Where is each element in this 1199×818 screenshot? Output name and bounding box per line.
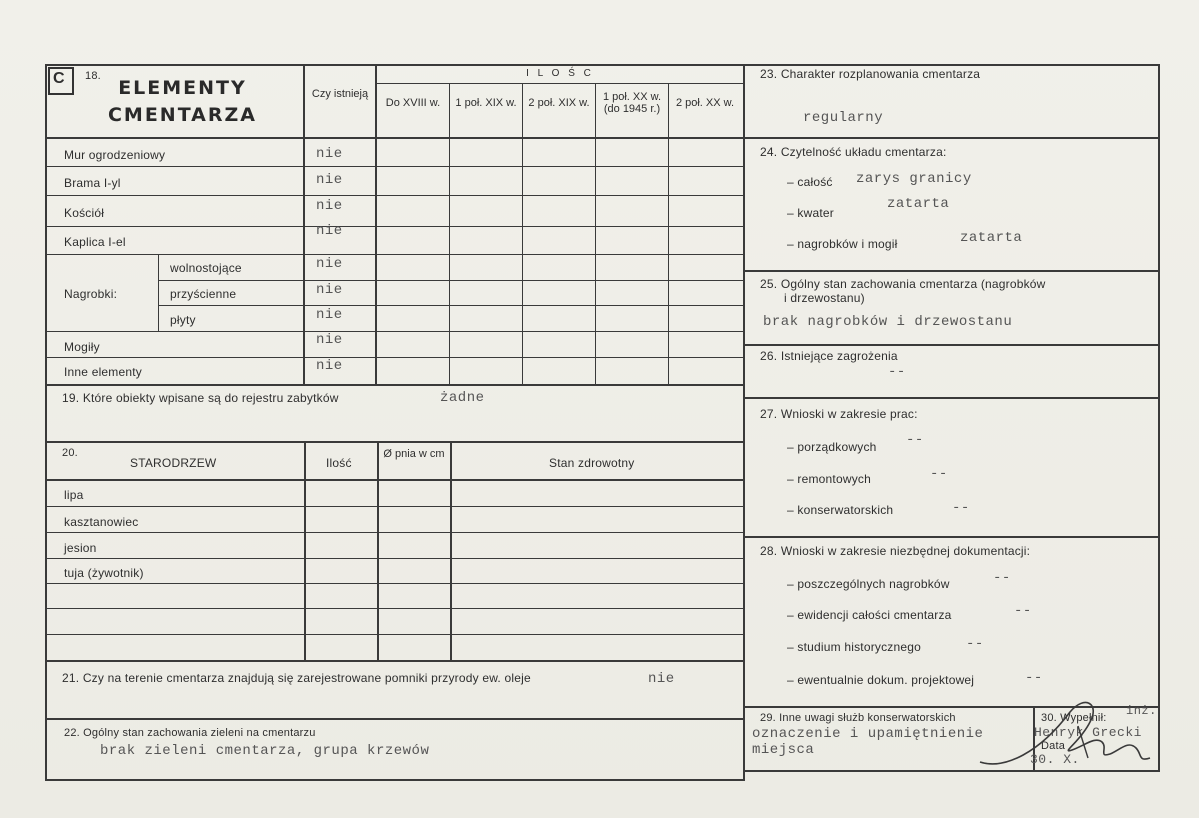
element-label: Kościół (64, 206, 105, 220)
q22-label: 22. Ogólny stan zachowania zieleni na cmentarzu (64, 727, 316, 739)
q24-item-answer: zatarta (887, 196, 950, 212)
row-line (45, 195, 745, 196)
q27-item-label: – remontowych (787, 472, 871, 486)
q27-item-answer: -- (952, 500, 970, 516)
q28-item-answer: -- (1025, 670, 1043, 686)
col-line-2 (522, 84, 523, 384)
q21-answer: nie (648, 671, 675, 687)
element-exists-value: nie (316, 172, 343, 188)
q24-item-label: – całość (787, 175, 833, 189)
frame-top (45, 64, 1160, 66)
sd-row-line (45, 506, 745, 507)
frame-bottom-left (45, 779, 745, 781)
q26-label: 26. Istniejące zagrożenia (760, 349, 898, 363)
tree-name: jesion (64, 541, 97, 555)
q24-label: 24. Czytelność układu cmentarza: (760, 145, 947, 159)
element-exists-value: nie (316, 332, 343, 348)
sd-row-line (45, 583, 745, 584)
element-exists-value: nie (316, 198, 343, 214)
q28-item-answer: -- (993, 570, 1011, 586)
row-line (45, 331, 745, 332)
element-label: Mur ogrodzeniowy (64, 148, 166, 162)
frame-right (1158, 64, 1160, 771)
q30-date-label: Data (1041, 740, 1066, 752)
q23-answer: regularny (803, 110, 884, 126)
title-line2: CMENTARZA (107, 104, 258, 126)
sd-col-line (377, 441, 379, 660)
q25-label-cont: i drzewostanu) (784, 291, 865, 305)
q27-item-answer: -- (906, 432, 924, 448)
element-label: przyścienne (170, 287, 237, 301)
element-label: Brama I-yl (64, 176, 121, 190)
nagrobki-split (158, 254, 159, 331)
r-line-26 (743, 397, 1160, 399)
table-bottom (45, 384, 745, 386)
starodrzew-title: STARODRZEW (130, 456, 217, 470)
element-label: płyty (170, 313, 196, 327)
col-line-3 (595, 84, 596, 384)
nagrobki-label: Nagrobki: (64, 287, 118, 301)
col-1pol-xix-header: 1 poł. XIX w. (455, 97, 517, 109)
q30-label: 30. Wypełnił: (1041, 712, 1107, 724)
q22-answer: brak zieleni cmentarza, grupa krzewów (100, 743, 430, 759)
q29-answer-line1: oznaczenie i upamiętnienie (752, 726, 984, 742)
col-ilosc-line (375, 64, 377, 384)
starodrzew-col-pien: Ø pnia w cm (383, 448, 445, 460)
row-line (45, 254, 745, 255)
element-label: Kaplica I-el (64, 235, 126, 249)
q28-item-answer: -- (966, 636, 984, 652)
tree-name: lipa (64, 488, 84, 502)
col-2pol-xix-header: 2 poł. XIX w. (528, 97, 590, 109)
sd-row-line (45, 532, 745, 533)
starodrzew-top (45, 441, 745, 443)
q24-item-answer: zatarta (960, 230, 1023, 246)
section-number: 18. (85, 70, 101, 82)
row-line (45, 357, 745, 358)
element-exists-value: nie (316, 282, 343, 298)
q28-item-label: – ewentualnie dokum. projektowej (787, 673, 975, 687)
q24-item-label: – kwater (787, 206, 834, 220)
r-line-27 (743, 536, 1160, 538)
row-line (158, 305, 745, 306)
q19-label: 19. Które obiekty wpisane są do rejestru zabytków (62, 391, 339, 405)
element-exists-value: nie (316, 307, 343, 323)
q28-item-label: – ewidencji całości cmentarza (787, 608, 952, 622)
starodrzew-bottom (45, 660, 745, 662)
element-label: Mogiły (64, 340, 100, 354)
q25-answer: brak nagrobków i drzewostanu (763, 314, 1013, 330)
element-exists-value: nie (316, 146, 343, 162)
starodrzew-col-ilosc: Ilość (326, 456, 352, 470)
col-line-4 (668, 84, 669, 384)
ilosc-header: I L O Ś C (526, 68, 594, 79)
col-exists-header: Czy istnieją (311, 88, 369, 100)
r-line-24 (743, 270, 1160, 272)
starodrzew-col-stan: Stan zdrowotny (549, 456, 635, 470)
tree-name: tuja (żywotnik) (64, 566, 144, 580)
element-exists-value: nie (316, 358, 343, 374)
starodrzew-num: 20. (62, 447, 78, 459)
ilosc-line (376, 83, 745, 84)
tree-name: kasztanowiec (64, 515, 139, 529)
col-1pol-xx-header: 1 poł. XX w. (do 1945 r.) (602, 91, 662, 115)
q24-item-answer: zarys granicy (856, 171, 972, 187)
title-line1: ELEMENTY (118, 77, 247, 99)
section-code: C (53, 70, 65, 87)
q28-item-label: – studium historycznego (787, 640, 921, 654)
sd-row-line (45, 558, 745, 559)
q27-item-answer: -- (930, 466, 948, 482)
q29-answer-line2: miejsca (752, 742, 815, 758)
sd-row-line (45, 634, 745, 635)
q19-answer: żadne (440, 390, 485, 406)
q30-name: Henryk Grecki (1034, 725, 1142, 740)
q30-title: inż. (1126, 704, 1157, 718)
r-line-23 (743, 137, 1160, 139)
starodrzew-hdr-bottom (45, 479, 745, 481)
element-label: Inne elementy (64, 365, 142, 379)
col-2pol-xx-header: 2 poł. XX w. (675, 97, 735, 109)
q21-bottom (45, 718, 745, 720)
q21-label: 21. Czy na terenie cmentarza znajdują się zarejestrowane pomniki przyrody ew. oleje (62, 671, 531, 685)
q28-item-label: – poszczególnych nagrobków (787, 577, 950, 591)
signature (960, 692, 1156, 778)
col-do-xviii-header: Do XVIII w. (385, 97, 441, 109)
sd-col-line (450, 441, 452, 660)
frame-divider (743, 64, 745, 780)
col-line-1 (449, 84, 450, 384)
sd-col-line (304, 441, 306, 660)
r-line-25 (743, 344, 1160, 346)
row-line (45, 226, 745, 227)
q29-label: 29. Inne uwagi służb konserwatorskich (760, 712, 956, 724)
frame-left (45, 64, 47, 780)
hdr-bottom (45, 137, 745, 139)
element-exists-value: nie (316, 223, 343, 239)
row-line (45, 166, 745, 167)
q30-date: 30. X. (1030, 752, 1080, 767)
sd-row-line (45, 608, 745, 609)
q27-item-label: – konserwatorskich (787, 503, 894, 517)
element-exists-value: nie (316, 256, 343, 272)
element-label: wolnostojące (170, 261, 242, 275)
row-line (158, 280, 745, 281)
q27-label: 27. Wnioski w zakresie prac: (760, 407, 918, 421)
q24-item-label: – nagrobków i mogił (787, 237, 898, 251)
q28-item-answer: -- (1014, 603, 1032, 619)
q28-label: 28. Wnioski w zakresie niezbędnej dokumentacji: (760, 544, 1031, 558)
q26-answer: -- (888, 364, 906, 380)
q25-label: 25. Ogólny stan zachowania cmentarza (nagrobków (760, 277, 1046, 291)
q27-item-label: – porządkowych (787, 440, 877, 454)
q23-label: 23. Charakter rozplanowania cmentarza (760, 67, 981, 81)
col-exists-line (303, 64, 305, 384)
